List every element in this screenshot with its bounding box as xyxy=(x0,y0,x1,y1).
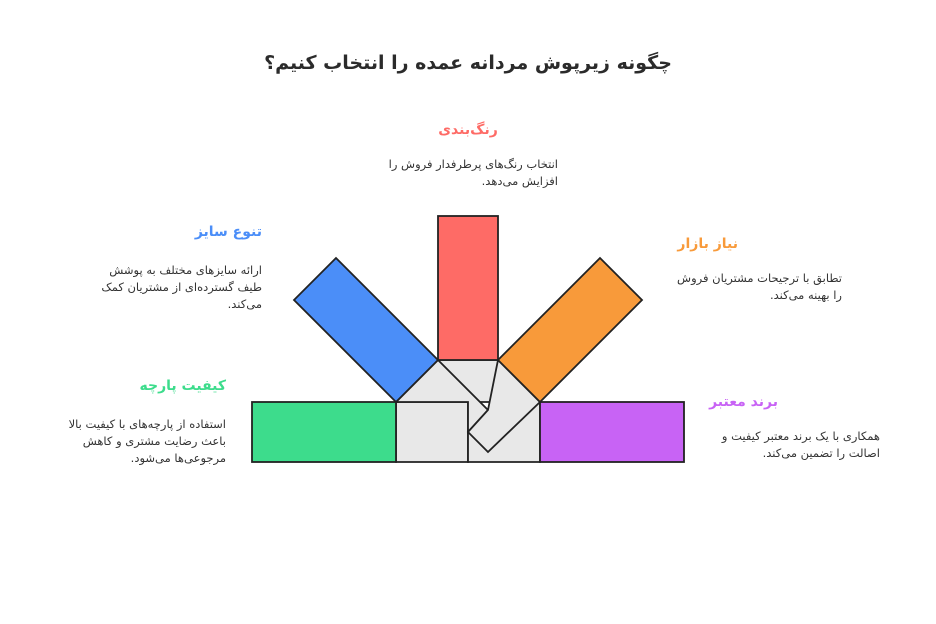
heading-fabric: کیفیت پارچه xyxy=(139,378,226,394)
heading-colors: رنگ‌بندی xyxy=(438,122,498,138)
desc-colors: انتخاب رنگ‌های پرطرفدار فروش را افزایش می‌دهد. xyxy=(388,157,558,188)
arm-brand xyxy=(540,402,684,462)
hub-left-piece xyxy=(396,402,468,462)
arm-fabric xyxy=(252,402,396,462)
arm-sizes xyxy=(294,258,438,402)
arm-market xyxy=(498,258,642,402)
heading-sizes: تنوع سایز xyxy=(194,224,262,240)
arm-colors xyxy=(438,216,498,360)
heading-brand: برند معتبر xyxy=(709,394,778,410)
desc-brand: همکاری با یک برند معتبر کیفیت و اصالت را تضمین می‌کند. xyxy=(721,429,880,460)
desc-sizes: ارائه سایزهای مختلف به پوشش طیف گسترده‌ای از مشتریان کمک می‌کند. xyxy=(101,263,262,311)
desc-fabric: استفاده از پارچه‌های با کیفیت بالا باعث رضایت مشتری و کاهش مرجوعی‌ها می‌شود. xyxy=(68,417,226,465)
heading-market: نیاز بازار xyxy=(677,236,738,252)
desc-market: تطابق با ترجیحات مشتریان فروش را بهینه می‌کند. xyxy=(677,271,842,302)
page-title: چگونه زیرپوش مردانه عمده را انتخاب کنیم؟ xyxy=(264,52,672,74)
